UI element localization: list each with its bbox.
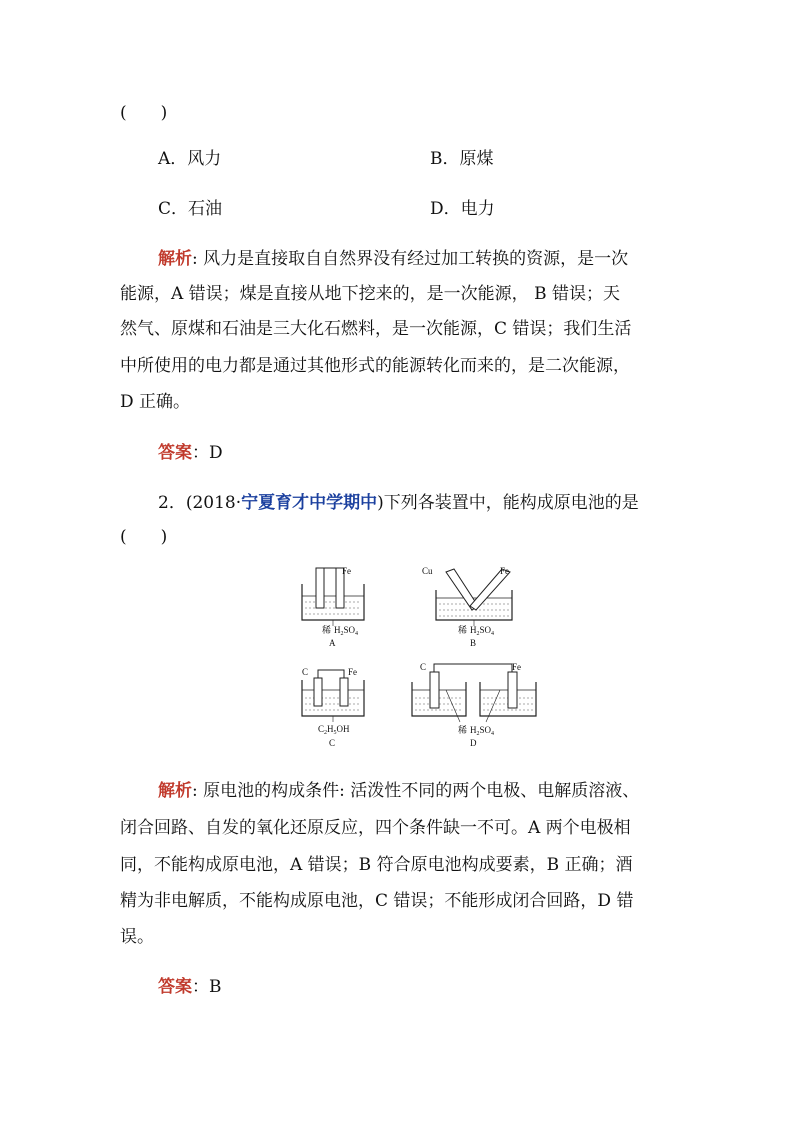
q2-answer-paren: ( ) <box>120 527 168 547</box>
option-text: 风力 <box>187 149 222 169</box>
q2-stem <box>158 488 639 513</box>
q1-option-d <box>430 194 495 219</box>
label-fe: Fe <box>500 566 509 576</box>
label-c: C <box>420 662 427 672</box>
label-solution: 稀 $H_2SO_4$ <box>458 625 495 637</box>
q1-option-a <box>158 144 221 169</box>
source-prefix: (2018· <box>185 493 242 513</box>
q1-option-b <box>430 144 494 169</box>
q1-answer <box>158 438 223 463</box>
option-text: 石油 <box>188 199 223 219</box>
q2-analysis-line-2: 闭合回路、自发的氧化还原反应，四个条件缺一不可。A 两个电极相 <box>120 818 631 838</box>
answer-label: 答案 <box>158 443 192 463</box>
apparatus-a <box>302 566 364 648</box>
option-letter: B． <box>430 149 460 169</box>
label-solution: $C_2H_5OH$ <box>318 724 350 736</box>
q1-analysis-line-5: D 正确。 <box>120 392 191 412</box>
q1-analysis-line-3: 然气、原煤和石油是三大化石燃料，是一次能源，C 错误；我们生活 <box>120 319 632 339</box>
answer-label: 答案 <box>158 977 192 997</box>
label-cu: Cu <box>422 566 433 576</box>
q2-analysis-line-5: 误。 <box>120 927 154 947</box>
option-letter: A． <box>158 149 188 169</box>
answer-value: ：D <box>192 443 223 463</box>
apparatus-b <box>422 566 512 648</box>
q1-answer-paren: ( ) <box>120 103 168 123</box>
q2-analysis-line-4: 精为非电解质，不能构成原电池，C 错误；不能形成闭合回路，D 错 <box>120 891 634 911</box>
caption-c: C <box>329 738 336 748</box>
caption-b: B <box>470 638 477 648</box>
label-fe: Fe <box>342 566 351 576</box>
q1-analysis-line-2: 能源，A 错误；煤是直接从地下挖来的，是一次能源， B 错误；天 <box>120 284 620 304</box>
label-c: C <box>302 667 309 677</box>
option-text: 原煤 <box>459 149 494 169</box>
q1-analysis-line-4: 中所使用的电力都是通过其他形式的能源转化而来的，是二次能源， <box>120 356 630 376</box>
galvanic-cell-figure <box>296 562 556 754</box>
caption-d: D <box>470 738 477 748</box>
apparatus-d <box>412 662 536 748</box>
q1-analysis-line-1 <box>158 244 628 269</box>
answer-value: ：B <box>192 977 222 997</box>
analysis-label: 解析 <box>158 781 192 801</box>
label-fe: Fe <box>512 662 521 672</box>
q2-analysis-line-1 <box>158 776 639 801</box>
option-letter: D． <box>430 199 461 219</box>
apparatus-c <box>302 667 364 748</box>
label-solution: 稀 $H_2SO_4$ <box>322 625 359 637</box>
source-school: 宁夏育才中学期中 <box>241 493 378 513</box>
q2-analysis-line-3: 同，不能构成原电池，A 错误；B 符合原电池构成要素，B 正确；酒 <box>120 855 633 875</box>
label-fe: Fe <box>348 667 357 677</box>
caption-a: A <box>329 638 336 648</box>
analysis-text: : 风力是直接取自自然界没有经过加工转换的资源，是一次 <box>192 249 629 269</box>
analysis-text: : 原电池的构成条件: 活泼性不同的两个电极、电解质溶液、 <box>192 781 640 801</box>
question-number: 2． <box>158 493 186 513</box>
question-stem: )下列各装置中，能构成原电池的是 <box>377 493 639 513</box>
q1-option-c <box>158 194 222 219</box>
label-solution: 稀 $H_2SO_4$ <box>458 725 495 737</box>
q2-answer <box>158 972 222 997</box>
analysis-label: 解析 <box>158 249 192 269</box>
option-text: 电力 <box>460 199 495 219</box>
option-letter: C． <box>158 199 189 219</box>
